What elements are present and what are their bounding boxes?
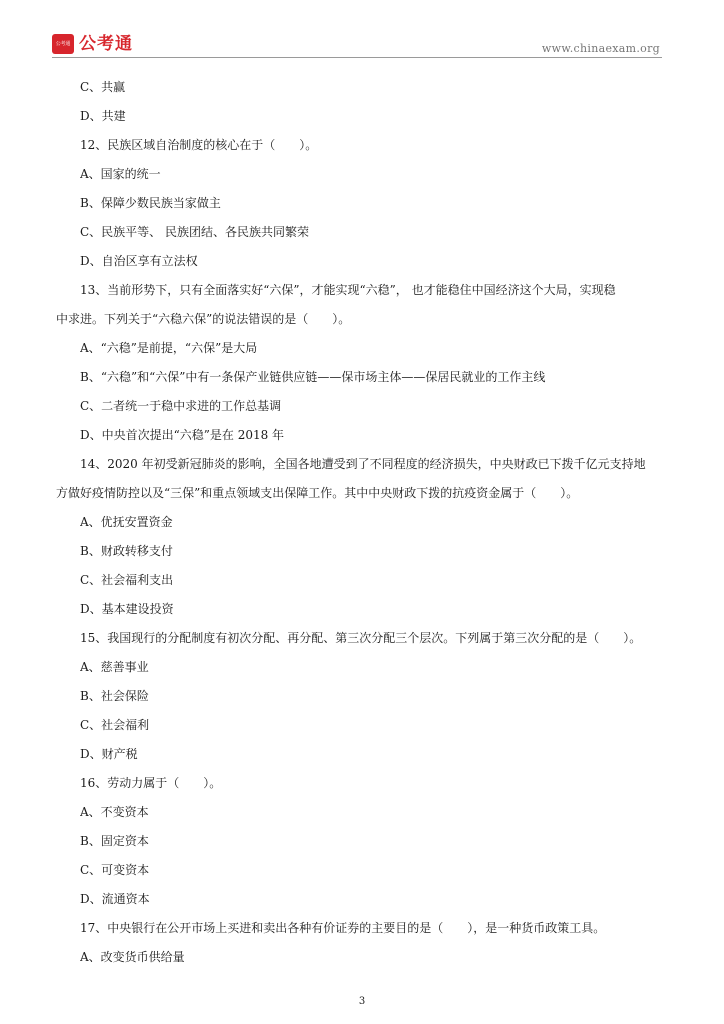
option-line: C、民族平等、 民族团结、各民族共同繁荣 xyxy=(80,225,309,239)
option-line: C、可变资本 xyxy=(80,863,150,877)
option-line: D、共建 xyxy=(80,109,126,123)
logo-text: 公考通 xyxy=(79,34,133,54)
page-header xyxy=(0,0,724,60)
question-stem-continued: 方做好疫情防控以及“三保”和重点领域支出保障工作。其中中央财政下拨的抗疫资金属于（ ）。 xyxy=(56,486,579,500)
logo xyxy=(52,33,133,55)
option-line: B、财政转移支付 xyxy=(80,544,173,558)
option-line: D、流通资本 xyxy=(80,892,150,906)
question-stem: 17、中央银行在公开市场上买进和卖出各种有价证券的主要目的是（ ），是一种货币政策工具。 xyxy=(80,921,606,935)
question-stem: 12、民族区域自治制度的核心在于（ ）。 xyxy=(80,138,318,152)
header-divider xyxy=(52,57,662,58)
option-line: A、改变货币供给量 xyxy=(80,950,185,964)
option-line: A、慈善事业 xyxy=(80,660,149,674)
question-stem-continued: 中求进。下列关于“六稳六保”的说法错误的是（ ）。 xyxy=(56,312,351,326)
option-line: B、固定资本 xyxy=(80,834,149,848)
option-line: A、优抚安置资金 xyxy=(80,515,173,529)
question-stem: 16、劳动力属于（ ）。 xyxy=(80,776,222,790)
option-line: D、中央首次提出“六稳”是在 2018 年 xyxy=(80,428,285,442)
document-body xyxy=(56,73,675,972)
question-stem: 14、2020 年初受新冠肺炎的影响，全国各地遭受到了不同程度的经济损失，中央财政已下拨千亿元支持地 xyxy=(80,457,646,471)
option-line: B、“六稳”和“六保”中有一条保产业链供应链——保市场主体——保居民就业的工作主线 xyxy=(80,370,546,384)
option-line: A、不变资本 xyxy=(80,805,149,819)
question-stem: 15、我国现行的分配制度有初次分配、再分配、第三次分配三个层次。下列属于第三次分配的是（ ）。 xyxy=(80,631,642,645)
option-line: B、保障少数民族当家做主 xyxy=(80,196,221,210)
option-line: C、社会福利 xyxy=(80,718,150,732)
page-number: 3 xyxy=(358,996,366,1007)
option-line: C、二者统一于稳中求进的工作总基调 xyxy=(80,399,282,413)
option-line: D、基本建设投资 xyxy=(80,602,174,616)
option-line: B、社会保险 xyxy=(80,689,149,703)
site-url: www.chinaexam.org xyxy=(541,42,660,55)
option-line: A、“六稳”是前提，“六保”是大局 xyxy=(80,341,258,355)
option-line: C、共赢 xyxy=(80,80,126,94)
option-line: C、社会福利支出 xyxy=(80,573,174,587)
question-stem: 13、当前形势下，只有全面落实好“六保”，才能实现“六稳”， 也才能稳住中国经济这个大局，实现稳 xyxy=(80,283,616,297)
option-line: D、自治区享有立法权 xyxy=(80,254,198,268)
option-line: D、财产税 xyxy=(80,747,138,761)
logo-badge-icon: 公考通 xyxy=(52,34,74,54)
option-line: A、国家的统一 xyxy=(80,167,161,181)
